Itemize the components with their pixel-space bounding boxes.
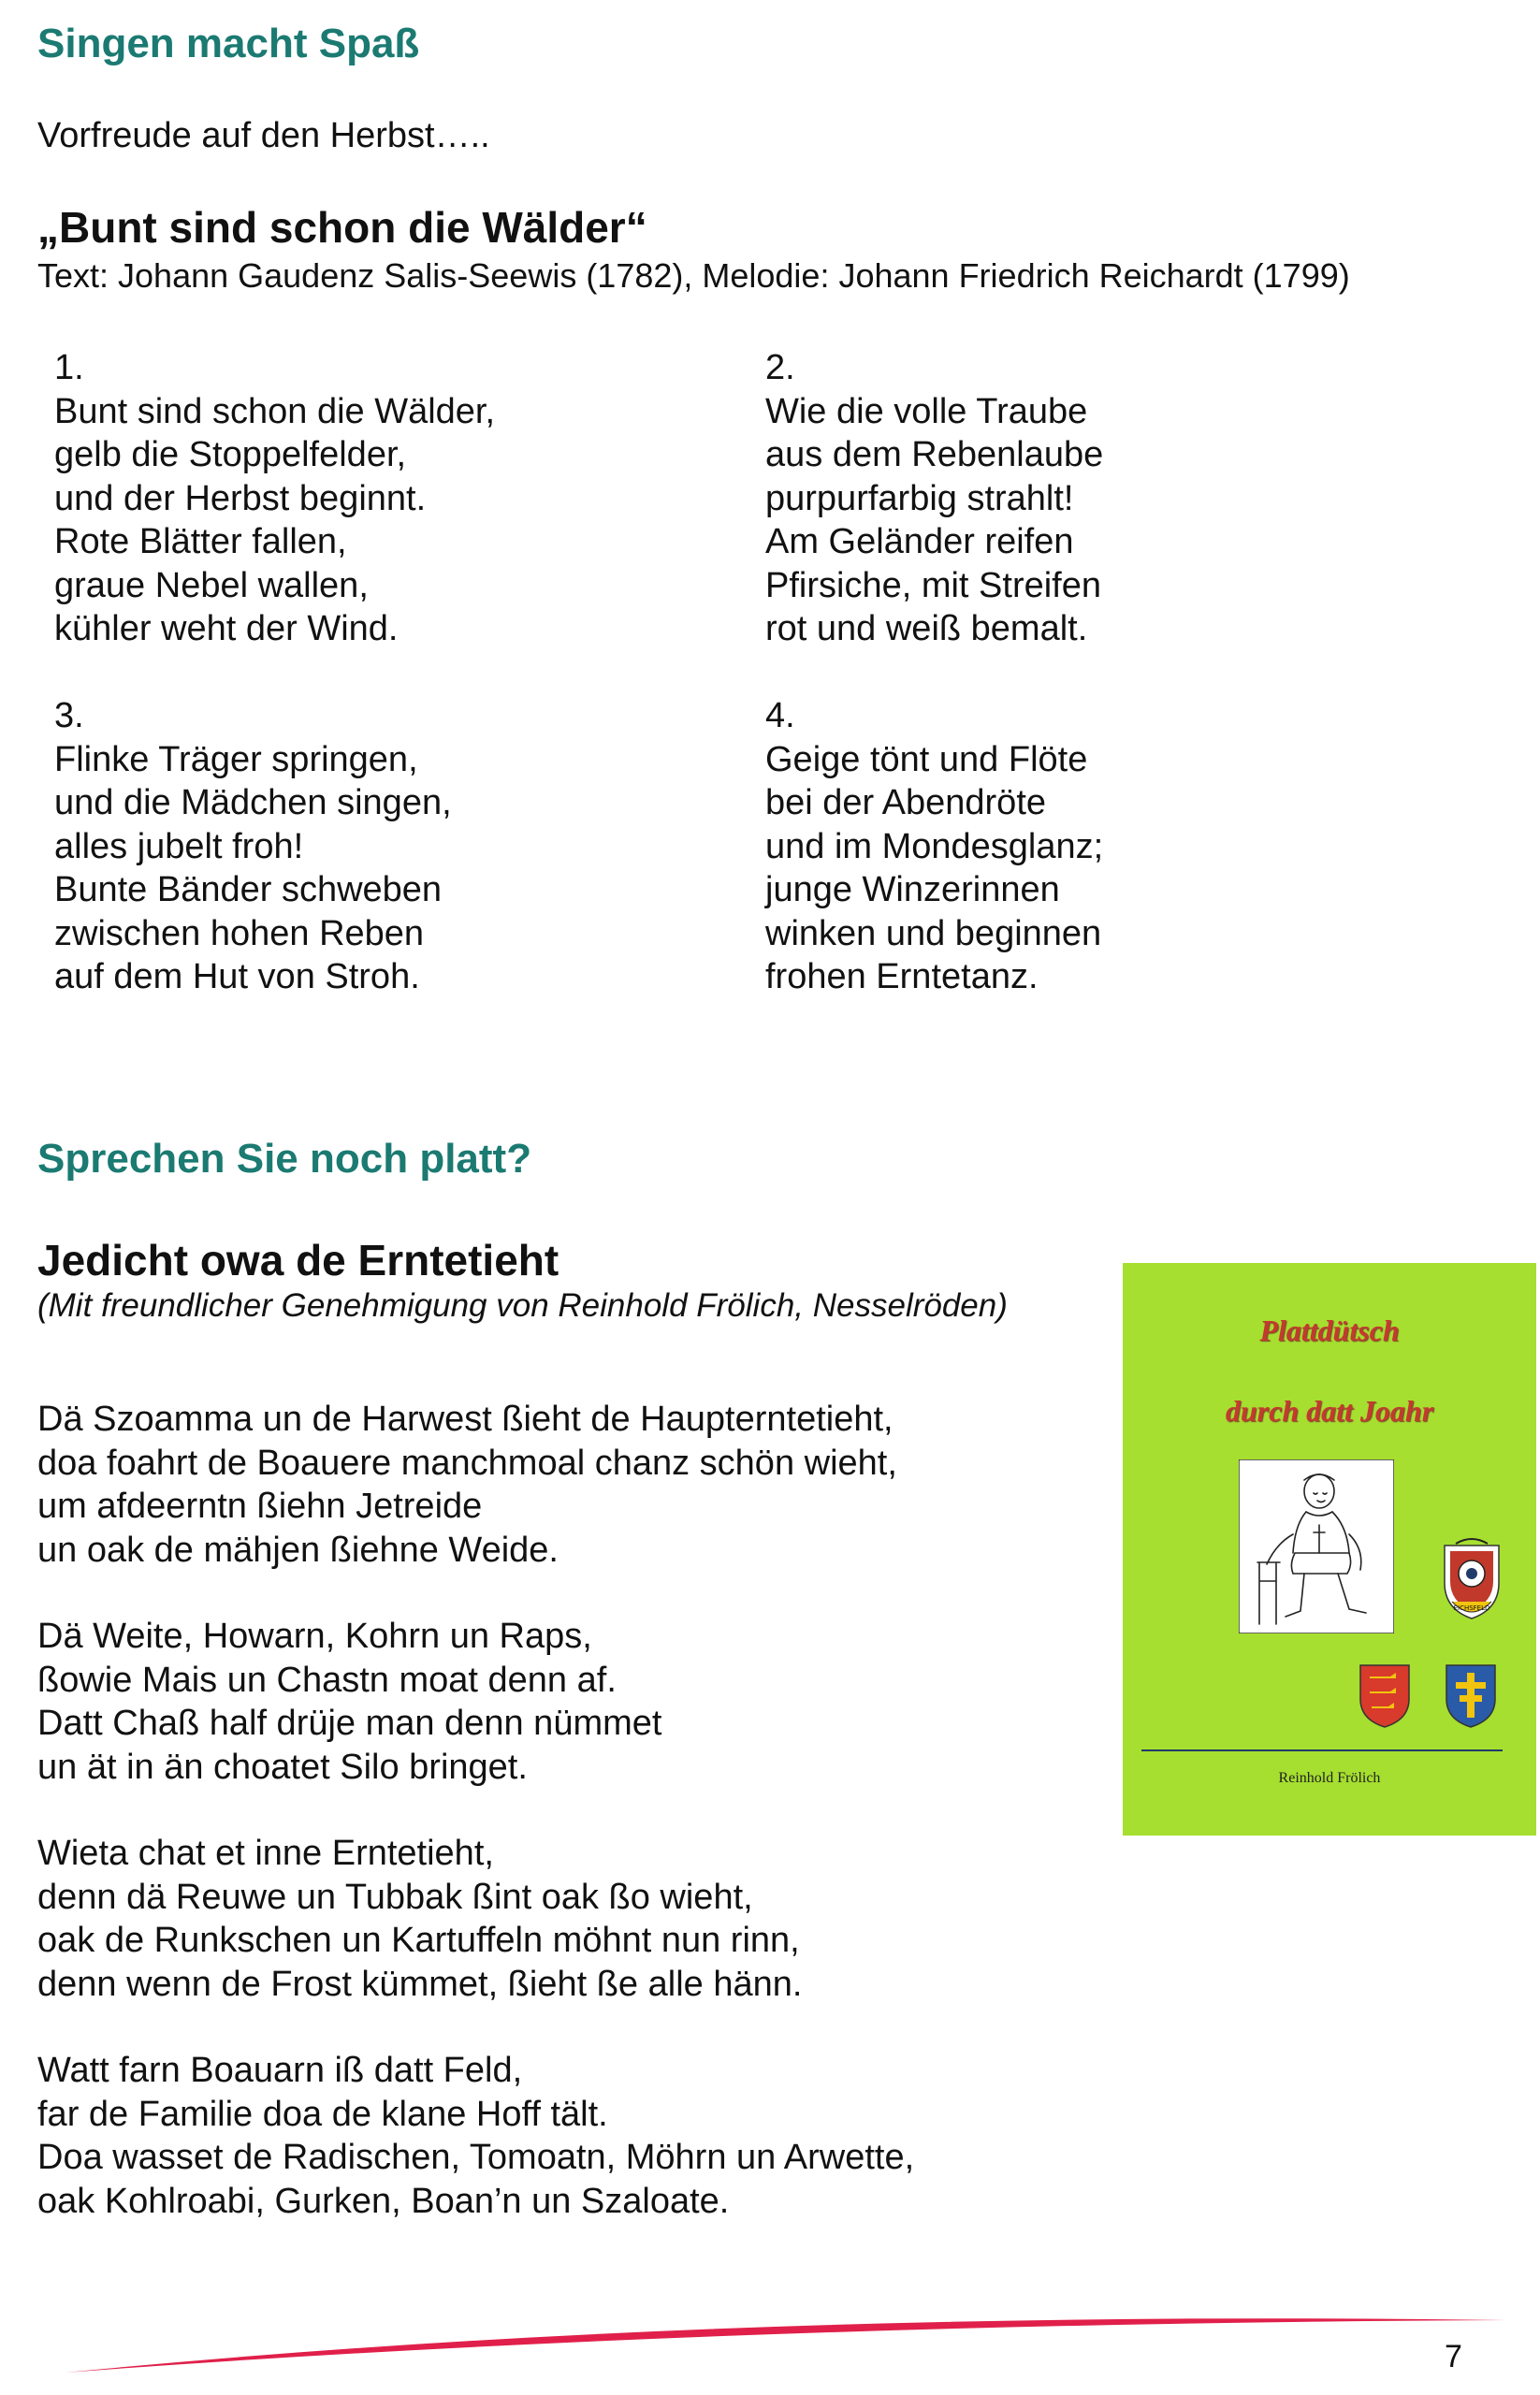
cross-shield-icon [1443,1662,1499,1731]
section-heading-dialect: Sprechen Sie noch platt? [37,1136,532,1182]
stanza-line: zwischen hohen Reben [54,913,425,953]
book-cover-image [1123,1263,1536,1836]
poem-verse-3 [37,1832,802,2006]
poem-line: oak de Runkschen un Kartuffeln möhnt nun rinn, [37,1921,800,1960]
footer-swoosh [56,2300,1516,2376]
stanza-line: purpurfarbig strahlt! [765,478,1074,518]
song-credit: Text: Johann Gaudenz Salis-Seewis (1782), Melodie: Johann Friedrich Reichardt (1799) [37,256,1350,295]
book-cover-author: Reinhold Frölich [1278,1770,1381,1786]
stanza-line: auf dem Hut von Stroh. [54,957,420,996]
song-title: „Bunt sind schon die Wälder“ [37,203,647,252]
poem-line: Doa wasset de Radischen, Tomoatn, Möhrn un Arwette, [37,2138,915,2177]
stanza-line: Am Geländer reifen [765,522,1074,561]
stanza-number: 2. [765,348,795,387]
stanza-line: Flinke Träger springen, [54,739,418,779]
book-cover-divider [1141,1749,1503,1751]
poem-verse-2 [37,1615,661,1789]
stanza-line: Geige tönt und Flöte [765,739,1088,779]
stanza-line: junge Winzerinnen [765,870,1060,909]
poem-title: Jedicht owa de Erntetieht [37,1236,559,1285]
stanza-4 [765,694,1103,999]
poem-line: Datt Chaß half drüje man denn nümmet [37,1704,662,1743]
poem-verse-4 [37,2049,914,2223]
poem-line: far de Familie doa de klane Hoff tält. [37,2094,608,2134]
book-cover-title-line1: Plattdütsch [1259,1314,1400,1347]
stanza-1 [54,346,495,651]
stanza-line: rot und weiß bemalt. [765,609,1088,648]
poem-line: oak Kohlroabi, Gurken, Boan’n un Szaloate. [37,2181,730,2221]
poem-line: un ät in än choatet Silo bringet. [37,1747,528,1787]
poem-line: denn dä Reuwe un Tubbak ßint oak ßo wieht, [37,1877,753,1917]
stanza-line: und der Herbst beginnt. [54,478,427,518]
stanza-line: Wie die volle Traube [765,391,1088,431]
stanza-2 [765,346,1103,651]
stanza-line: Pfirsiche, mit Streifen [765,565,1101,605]
stanza-line: frohen Erntetanz. [765,957,1039,996]
stanza-3 [54,694,452,999]
eichsfeld-crest-icon [1437,1536,1506,1622]
stanza-line: Rote Blätter fallen, [54,522,347,561]
stanza-line: graue Nebel wallen, [54,565,369,605]
stanza-number: 4. [765,696,795,735]
poem-line: Dä Szoamma un de Harwest ßieht de Haupterntetieht, [37,1400,893,1439]
poem-line: um afdeerntn ßiehn Jetreide [37,1487,483,1526]
poem-line: ßowie Mais un Chastn moat denn af. [37,1660,617,1700]
stanza-line: und die Mädchen singen, [54,783,452,822]
poem-verse-1 [37,1398,897,1572]
poem-line: Watt farn Boauarn iß datt Feld, [37,2051,523,2090]
seated-man-sketch [1239,1459,1394,1633]
stanza-line: kühler weht der Wind. [54,609,399,648]
book-cover-title-line2: durch datt Joahr [1225,1394,1434,1428]
stanza-line: aus dem Rebenlaube [765,435,1104,474]
poem-line: Dä Weite, Howarn, Kohrn un Raps, [37,1617,592,1656]
poem-line: un oak de mähjen ßiehne Weide. [37,1530,559,1570]
stanza-line: alles jubelt froh! [54,826,304,866]
poem-line: denn wenn de Frost kümmet, ßieht ße alle hänn. [37,1964,803,2004]
poem-line: doa foahrt de Boauere manchmoal chanz schön wieht, [37,1443,897,1483]
stanza-number: 1. [54,348,84,387]
lions-shield-icon [1357,1662,1413,1731]
stanza-number: 3. [54,696,84,735]
stanza-line: und im Mondesglanz; [765,826,1104,866]
poem-line: Wieta chat et inne Erntetieht, [37,1834,494,1873]
stanza-line: Bunt sind schon die Wälder, [54,391,496,431]
stanza-line: gelb die Stoppelfelder, [54,435,407,474]
section-heading-singing: Singen macht Spaß [37,21,420,66]
stanza-line: winken und beginnen [765,913,1102,953]
intro-text: Vorfreude auf den Herbst….. [37,116,490,155]
page-number: 7 [1445,2339,1462,2374]
crest-text: EICHSFELD [1453,1604,1490,1612]
stanza-line: bei der Abendröte [765,783,1047,822]
permission-note: (Mit freundlicher Genehmigung von Reinhold Frölich, Nesselröden) [37,1287,1008,1324]
stanza-line: Bunte Bänder schweben [54,870,443,909]
